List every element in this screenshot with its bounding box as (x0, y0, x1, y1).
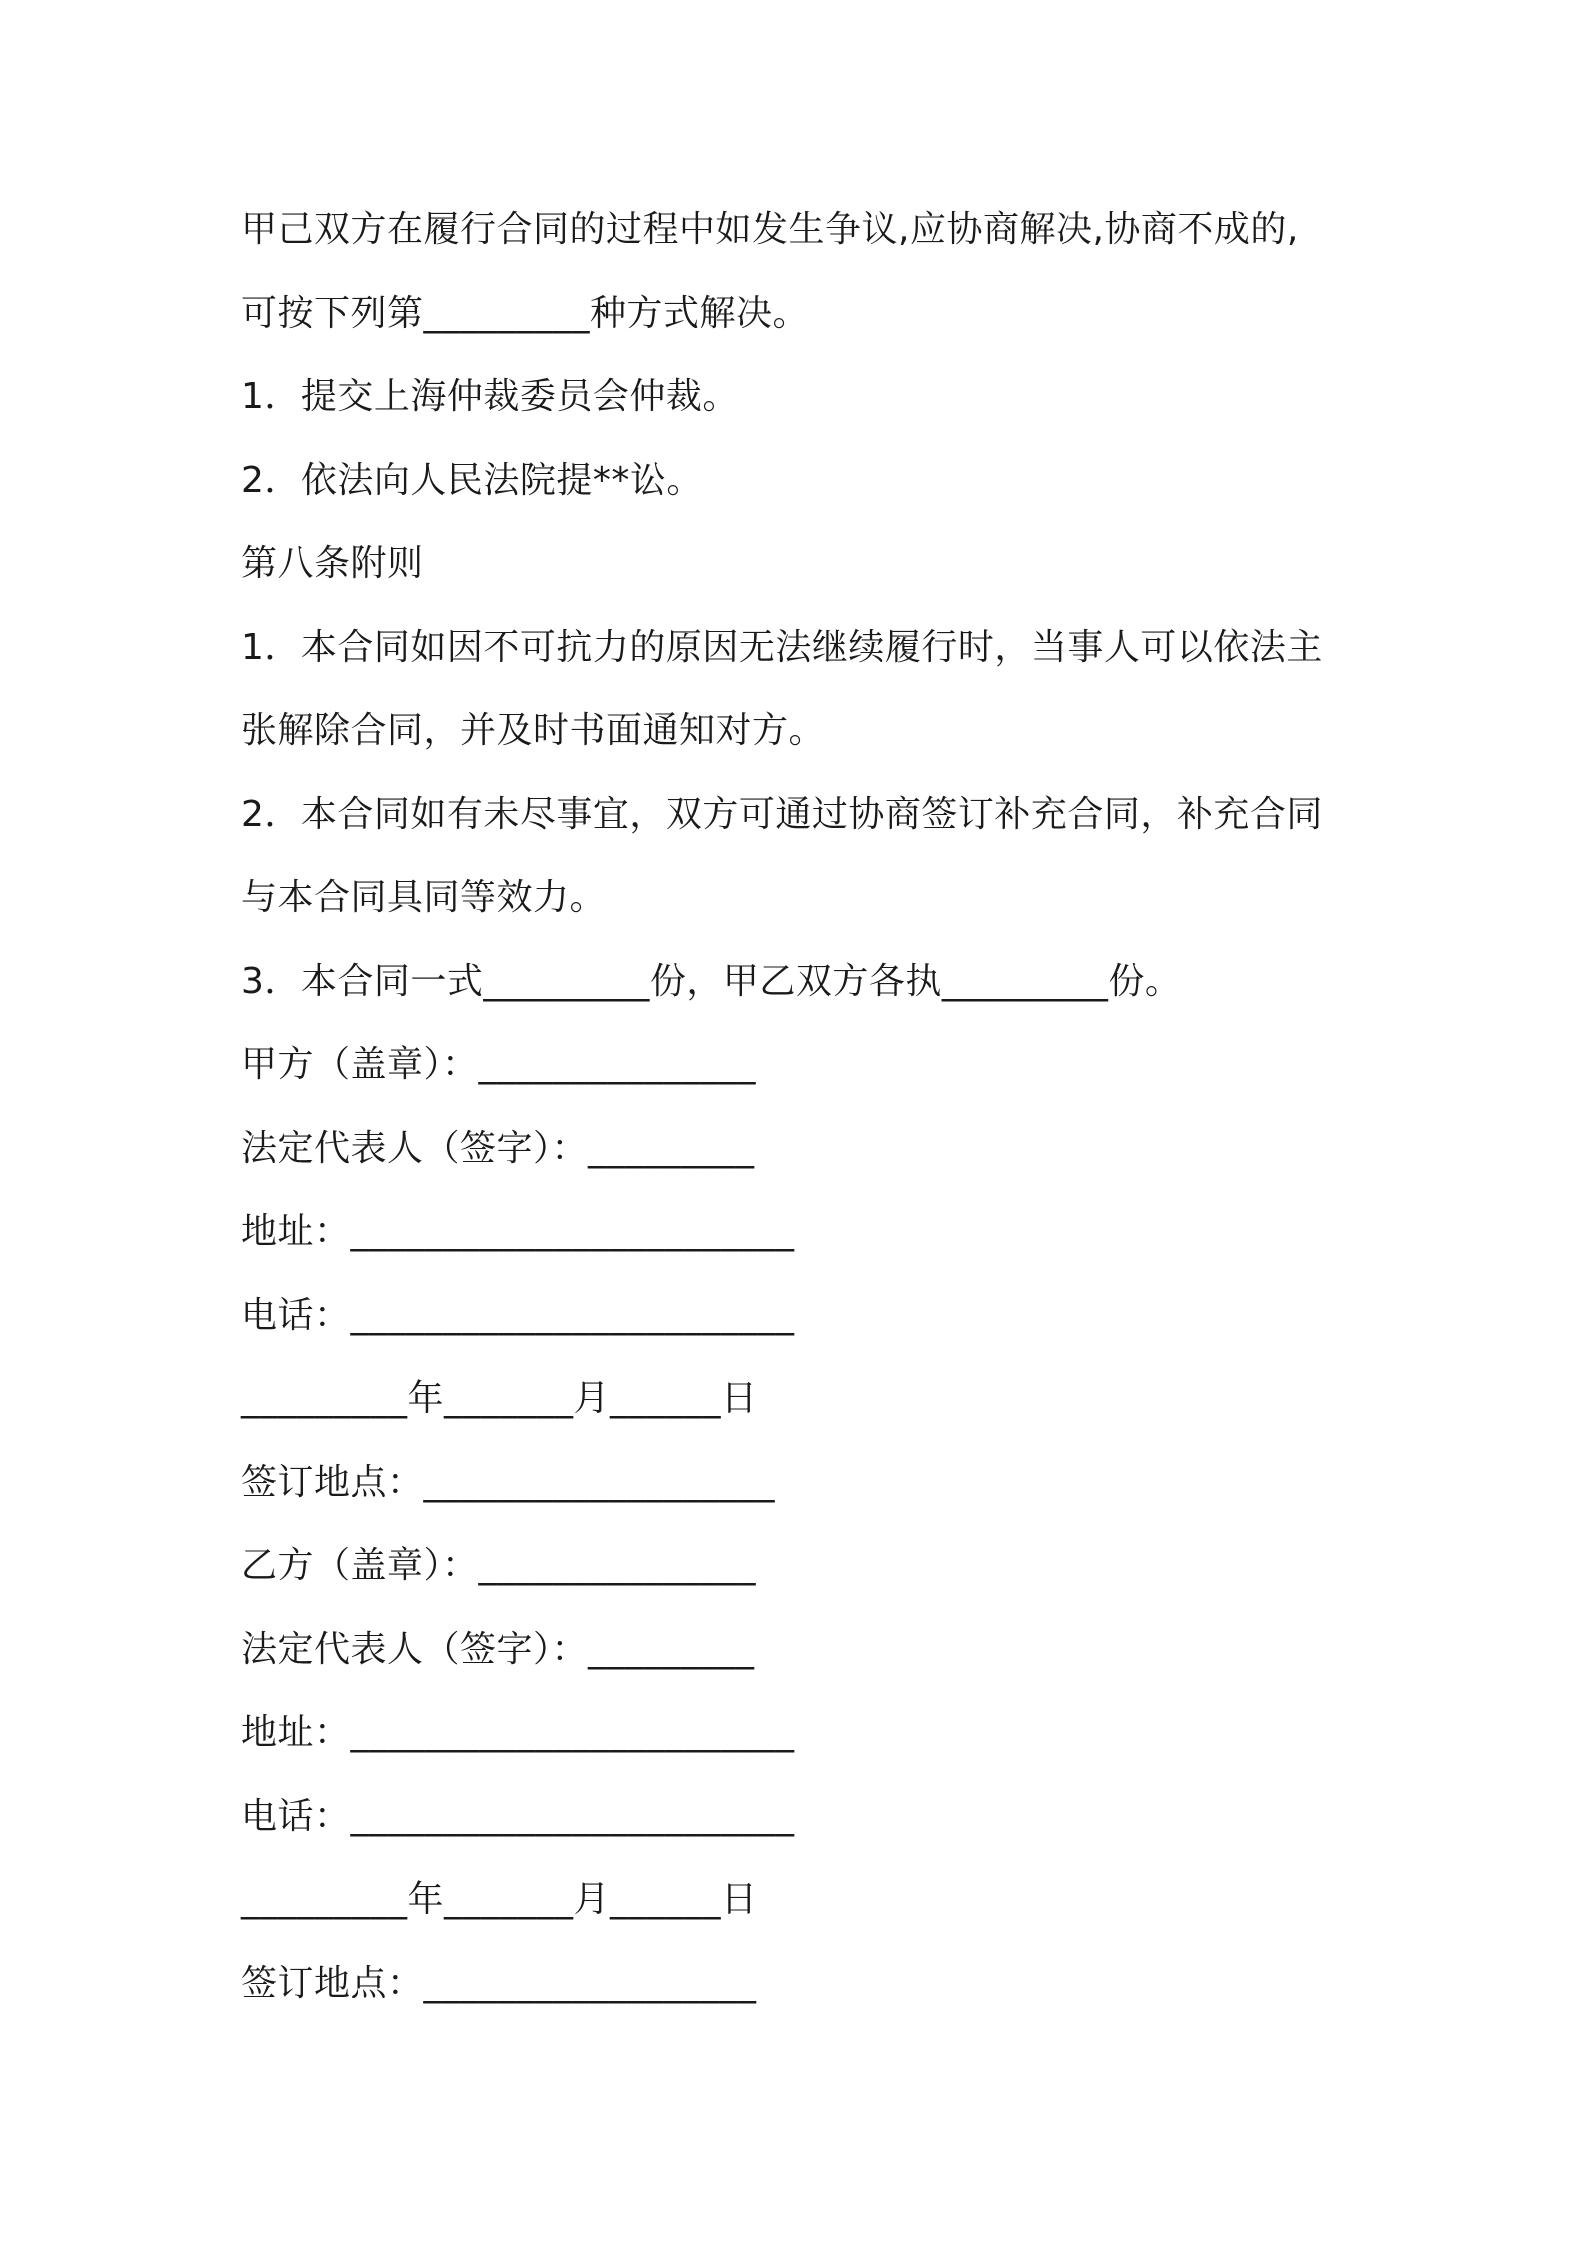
article-8-heading: 第八条附则 (241, 543, 424, 584)
party-a-date: _________年_______月______日 (241, 1378, 758, 1419)
party-a-address: 地址：________________________ (241, 1211, 795, 1252)
party-b-phone: 电话：________________________ (241, 1795, 795, 1837)
dispute-clause-line-1: 甲己双方在履行合同的过程中如发生争议,应协商解决,协商不成的, (241, 209, 1299, 250)
party-b-address: 地址：________________________ (241, 1712, 795, 1753)
dispute-clause-line-2: 可按下列第_________种方式解决。 (241, 292, 810, 334)
party-a-representative: 法定代表人（签字）：_________ (241, 1127, 755, 1169)
article-8-item-1-line-2: 张解除合同，并及时书面通知对方。 (241, 710, 826, 751)
article-8-item-2-line-2: 与本合同具同等效力。 (241, 877, 607, 918)
party-b-signing-place: 签订地点：__________________ (241, 1962, 757, 2004)
party-b-representative: 法定代表人（签字）：_________ (241, 1628, 755, 1670)
party-b-seal: 乙方（盖章）：_______________ (241, 1545, 757, 1586)
article-8-item-1-line-1: 1．本合同如因不可抗力的原因无法继续履行时，当事人可以依法主 (241, 626, 1323, 668)
party-a-phone: 电话：________________________ (241, 1294, 795, 1336)
dispute-option-1: 1．提交上海仲裁委员会仲裁。 (241, 376, 739, 417)
dispute-option-2: 2．依法向人民法院提**讼。 (241, 459, 703, 501)
article-8-item-2-line-1: 2．本合同如有未尽事宜，双方可通过协商签订补充合同，补充合同 (241, 793, 1323, 835)
document-body (241, 198, 1361, 2035)
article-8-item-3: 3．本合同一式_________份，甲乙双方各执_________份。 (241, 960, 1182, 1002)
party-b-date: _________年_______月______日 (241, 1879, 758, 1920)
party-a-signing-place: 签订地点：___________________ (241, 1461, 776, 1503)
party-a-seal: 甲方（盖章）：_______________ (241, 1044, 757, 1085)
